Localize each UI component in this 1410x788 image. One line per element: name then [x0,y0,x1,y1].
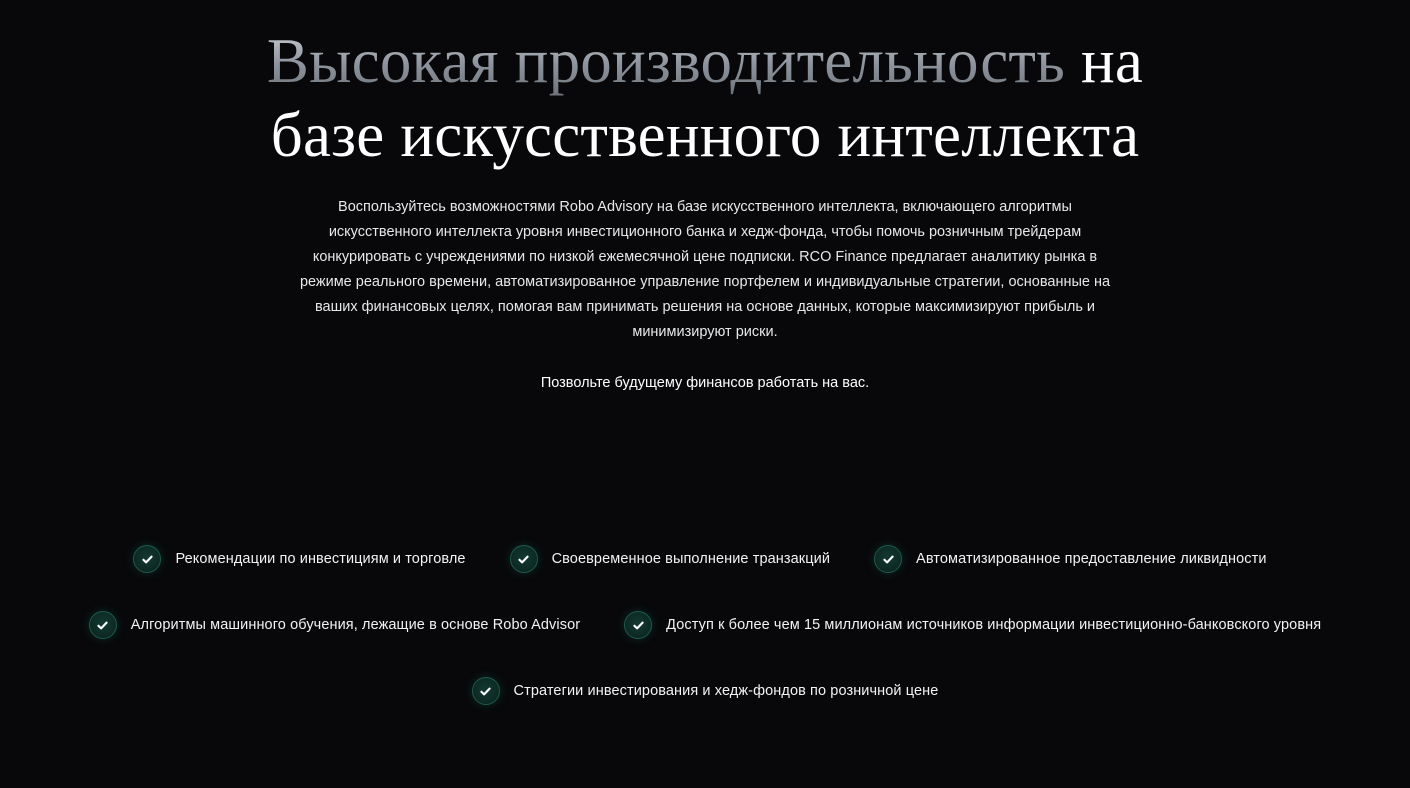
page-title-highlight: Высокая производительность [266,26,1066,96]
check-circle-icon [874,545,902,573]
list-item [852,545,1289,573]
feature-list [0,545,1410,743]
check-circle-icon [624,611,652,639]
hero-tagline: Позвольте будущему финансов работать на вас. [540,374,870,391]
list-item [602,611,1343,639]
check-circle-icon [133,545,161,573]
list-item [450,677,961,705]
hero-paragraph: Воспользуйтесь возможностями Robo Advisory на базе искусственного интеллекта, включающего алгоритмы искусственного интеллекта уровня инвестиционного банка и хедж-фонда, чтобы помочь розничным трейдерам конкурировать с учреждениями по низкой ежемесячной цене подписки. RCO Finance предлагает аналитику рынка в режиме реального времени, автоматизированное управление портфелем и индивидуальные стратегии, основанные на ваших финансовых целях, помогая вам принимать решения на основе данных, которые максимизируют прибыль и минимизируют риски. [299,198,1111,340]
list-item-label: Стратегии инвестирования и хедж-фондов по розничной цене [513,683,939,699]
feature-row [0,677,1410,705]
list-item [67,611,602,639]
check-circle-icon [510,545,538,573]
list-item-label: Автоматизированное предоставление ликвидности [916,551,1267,567]
list-item-label: Алгоритмы машинного обучения, лежащие в основе Robo Advisor [130,617,581,633]
check-circle-icon [89,611,117,639]
feature-row [0,545,1410,573]
check-circle-icon [472,677,500,705]
list-item-label: Рекомендации по инвестициям и торговле [175,551,466,567]
list-item-label: Доступ к более чем 15 миллионам источников информации инвестиционно-банковского уровня [666,617,1322,633]
list-item [488,545,852,573]
page-title-rest: на базе искусственного интеллекта [270,26,1144,171]
list-item [111,545,487,573]
page-title [205,0,1205,173]
feature-row [0,611,1410,639]
list-item-label: Своевременное выполнение транзакций [551,551,831,567]
